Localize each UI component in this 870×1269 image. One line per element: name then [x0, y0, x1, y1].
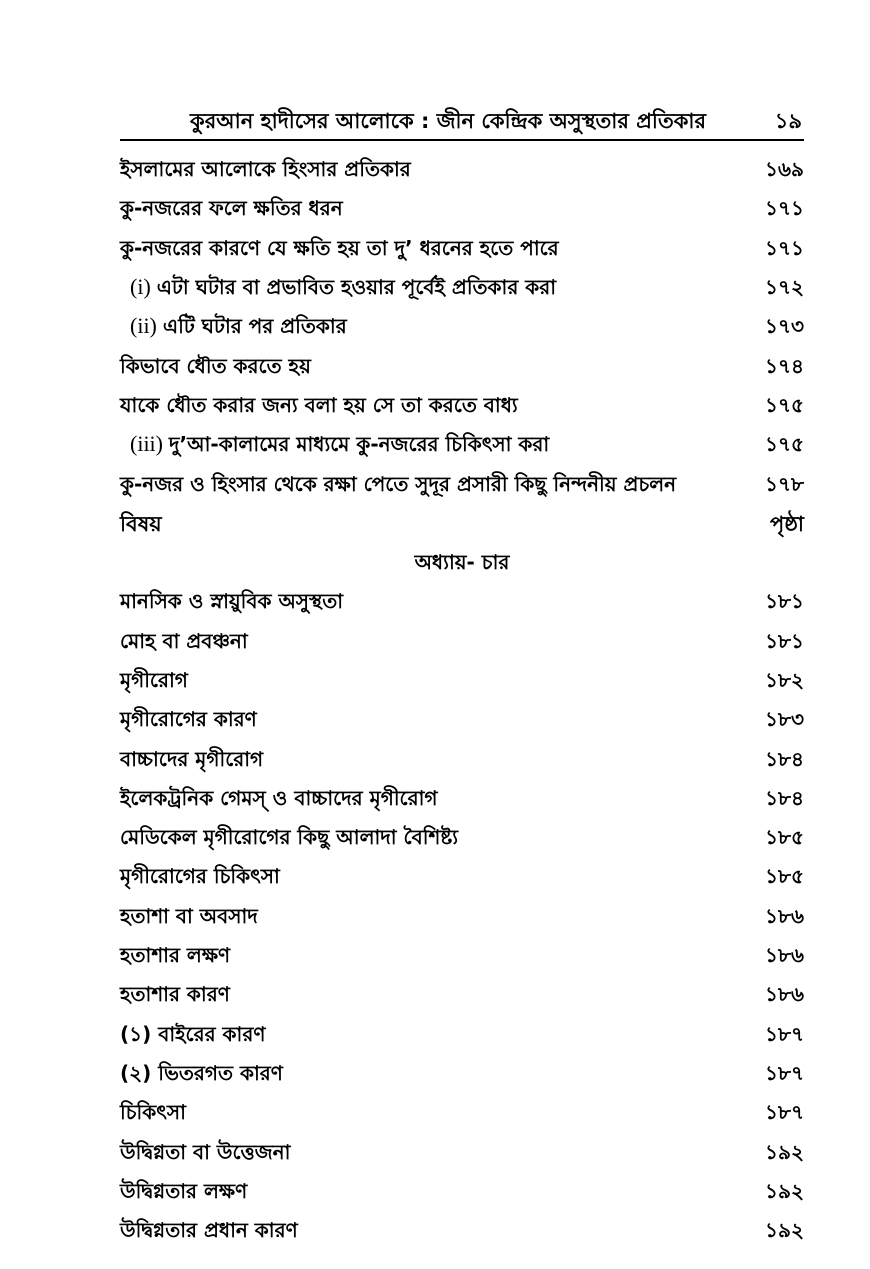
toc-entry-page: ১৮২	[765, 668, 804, 692]
toc-entry-title: ইসলামের আলোকে হিংসার প্রতিকার	[120, 157, 411, 182]
toc-entry-page: ১৮৭	[765, 1060, 804, 1085]
toc-row	[120, 427, 804, 466]
toc-entry-page: ১৮৫	[765, 825, 804, 850]
toc-row	[120, 663, 804, 702]
toc-entry-page: ১৭২	[765, 275, 804, 300]
toc-row	[120, 1056, 804, 1095]
toc-entry-page: ১৮৫	[765, 864, 804, 889]
toc-entry-page: ১৭৫	[765, 392, 804, 417]
toc-entry-page: ১৬৯	[765, 157, 804, 182]
toc-row	[120, 309, 804, 348]
toc-entry-page: ১৮৩	[765, 707, 804, 732]
toc-entry-number: (iii)	[130, 431, 163, 457]
toc-entry-title: কু-নজরের ফলে ক্ষতির ধরন	[120, 196, 343, 221]
toc-entry-title: উদ্বিগ্নতার লক্ষণ	[120, 1178, 248, 1203]
toc-entry-page: ১৯২	[765, 1178, 804, 1203]
toc-entry-number: (ii)	[130, 313, 157, 339]
toc-entry-title: মৃগীরোগের কারণ	[120, 707, 257, 732]
toc-row	[120, 152, 804, 191]
toc-entry-title: যাকে ধৌত করার জন্য বলা হয় সে তা করতে বাধ্য	[120, 392, 518, 417]
toc-entry-title: কু-নজর ও হিংসার থেকে রক্ষা পেতে সুদূর প্রসারী কিছু নিন্দনীয় প্রচলন	[120, 471, 677, 496]
toc-entry-title: মোহ বা প্রবঞ্চনা	[120, 628, 248, 653]
toc-entry-page: ১৮৭	[765, 1100, 804, 1125]
toc-row	[120, 1017, 804, 1056]
toc-row	[120, 702, 804, 741]
toc-entry-title	[120, 273, 556, 306]
toc-entry-title	[120, 312, 347, 345]
toc-entry-page: ১৮৬	[765, 903, 804, 928]
toc-entry-title: মৃগীরোগের চিকিৎসা	[120, 864, 280, 889]
toc-entry-title	[120, 430, 549, 463]
toc-row	[120, 466, 804, 505]
toc-entry-page: ১৮৬	[765, 982, 804, 1007]
toc-entry-text: এটি ঘটার পর প্রতিকার	[162, 314, 347, 339]
toc-entry-page: ১৯২	[765, 1218, 804, 1243]
toc-entry-title: মৃগীরোগ	[120, 668, 188, 692]
toc-entry-page: ১৮৭	[765, 1021, 804, 1046]
toc-entry-page: ১৭১	[765, 196, 804, 221]
toc-entry-title: উদ্বিগ্নতা বা উত্তেজনা	[120, 1139, 291, 1164]
toc-row	[120, 781, 804, 820]
page-column-label: পৃষ্ঠা	[769, 511, 804, 536]
toc-entry-page: ১৭৩	[765, 314, 804, 339]
toc-entry-title: হতাশার কারণ	[120, 982, 230, 1007]
header-page-number: ১৯	[774, 109, 802, 133]
toc-entry-page: ১৭৫	[765, 432, 804, 457]
chapter-title: অধ্যায়- চার	[414, 550, 510, 575]
toc-entry-page: ১৮৪	[765, 746, 804, 771]
toc-row	[120, 977, 804, 1016]
toc-entry-title: মেডিকেল মৃগীরোগের কিছু আলাদা বৈশিষ্ট্য	[120, 825, 459, 850]
toc-row	[120, 388, 804, 427]
toc-entry-page: ১৮৬	[765, 943, 804, 968]
toc-entry-page: ১৭৪	[765, 353, 804, 378]
toc-entry-page: ১৭৮	[765, 471, 804, 496]
toc-row	[120, 584, 804, 623]
toc-row	[120, 348, 804, 387]
toc-row	[120, 624, 804, 663]
toc-entry-page: ১৯২	[765, 1139, 804, 1164]
toc-entry-title: মানসিক ও স্নায়ুবিক অসুস্থতা	[120, 589, 344, 614]
toc-entry-text: দু’আ-কালামের মাধ্যমে কু-নজরের চিকিৎসা করা	[169, 432, 550, 457]
running-header	[120, 103, 804, 141]
toc-entry-page: ১৮১	[765, 628, 804, 653]
toc-entry-text: এটা ঘটার বা প্রভাবিত হওয়ার পূর্বেই প্রতিকার করা	[156, 275, 557, 300]
toc-entry-title: ইলেকট্রনিক গেমস্ ও বাচ্চাদের মৃগীরোগ	[120, 785, 438, 810]
toc-row	[120, 231, 804, 270]
toc-entry-title: হতাশা বা অবসাদ	[120, 903, 258, 928]
toc-entry-title: কু-নজরের কারণে যে ক্ষতি হয় তা দু’ ধরনের হতে পারে	[120, 235, 559, 260]
toc-row	[120, 899, 804, 938]
toc-entry-title: হতাশার লক্ষণ	[120, 943, 231, 968]
table-of-contents	[120, 152, 804, 1252]
toc-entry-page: ১৮১	[765, 589, 804, 614]
toc-row	[120, 270, 804, 309]
toc-entry-title: উদ্বিগ্নতার প্রধান কারণ	[120, 1218, 298, 1243]
toc-entry-page: ১৮৪	[765, 785, 804, 810]
toc-row	[120, 938, 804, 977]
toc-entry-page: ১৭১	[765, 235, 804, 260]
toc-entry-title: চিকিৎসা	[120, 1100, 186, 1125]
header-title: কুরআন হাদীসের আলোকে : জীন কেন্দ্রিক অসুস্থতার প্রতিকার	[190, 109, 707, 133]
toc-entry-number: (i)	[130, 274, 151, 300]
toc-entry-title: (১) বাইরের কারণ	[120, 1021, 266, 1046]
toc-column-header	[120, 506, 804, 545]
toc-row	[120, 1134, 804, 1173]
toc-row	[120, 1213, 804, 1252]
toc-entry-title: কিভাবে ধৌত করতে হয়	[120, 353, 311, 378]
toc-row	[120, 191, 804, 230]
toc-entry-title: (২) ভিতরগত কারণ	[120, 1060, 283, 1085]
toc-row	[120, 1095, 804, 1134]
toc-row	[120, 820, 804, 859]
toc-row	[120, 1174, 804, 1213]
toc-row	[120, 859, 804, 898]
toc-entry-title: বাচ্চাদের মৃগীরোগ	[120, 746, 264, 771]
subject-column-label: বিষয়	[120, 511, 162, 536]
chapter-heading	[120, 545, 804, 584]
toc-row	[120, 741, 804, 780]
